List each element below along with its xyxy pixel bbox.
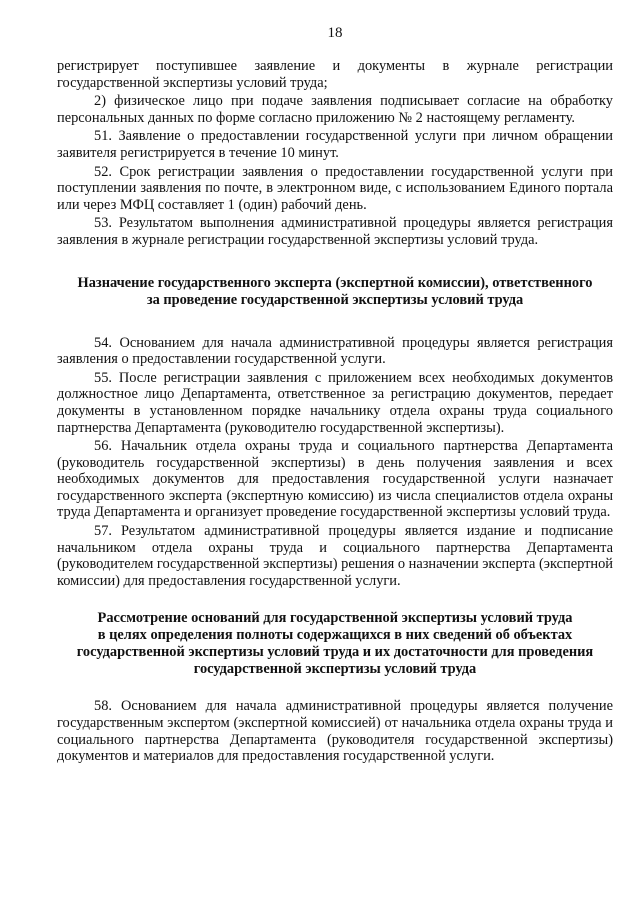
page-body <box>57 58 613 765</box>
paragraph-55: 55. После регистрации заявления с приложением всех необходимых документов должностное лицо Департамента, ответственное за регистрацию документов, передает документы в установленном порядке начальнику отдела охраны труда социального партнерства Департамента (руководителю государственной экспертизы). <box>57 369 613 436</box>
heading-line: государственной экспертизы условий труда <box>193 661 477 678</box>
heading-line: за проведение государственной экспертизы условий труда <box>146 291 524 308</box>
paragraph-53: 53. Результатом выполнения административной процедуры является регистрация заявления в журнале регистрации государственной экспертизы условий труда. <box>57 215 613 248</box>
section-heading-review-grounds <box>57 610 613 678</box>
paragraph-51: 51. Заявление о предоставлении государственной услуги при личном обращении заявителя регистрируется в течение 10 минут. <box>57 128 613 161</box>
heading-line: государственной экспертизы условий труда и их достаточности для проведения <box>76 644 594 661</box>
heading-line: Назначение государственного эксперта (экспертной комиссии), ответственного <box>77 274 593 291</box>
paragraph-continuation: регистрирует поступившее заявление и документы в журнале регистрации государственной экспертизы условий труда; <box>57 58 613 91</box>
section-heading-expert-appointment <box>57 275 613 309</box>
heading-line: в целях определения полноты содержащихся в них сведений об объектах <box>97 627 573 644</box>
paragraph-57: 57. Результатом административной процедуры является издание и подписание начальником отдела охраны труда и социального партнерства Департамента (руководителем государственной экспертизы) решения о назначении эксперта (экспертной комиссии) для предоставления государственной услуги. <box>57 523 613 589</box>
paragraph-item-2: 2) физическое лицо при подаче заявления подписывает согласие на обработку персональных данных по форме согласно приложению № 2 настоящему регламенту. <box>57 93 613 126</box>
paragraph-56: 56. Начальник отдела охраны труда и социального партнерства Департамента (руководитель государственной экспертизы) в день получения заявления и всех необходимых документов для предоставления государственной услуги назначает государственного эксперта (экспертную комиссию) из числа специалистов отдела охраны труда Департамента и организует проведение государственной экспертизы условий труда. <box>57 438 613 521</box>
paragraph-58: 58. Основанием для начала административной процедуры является получение государственным экспертом (экспертной комиссией) от начальника отдела охраны труда и социального партнерства Департамента (руководителя государственной экспертизы) документов и материалов для предоставления государственной услуги. <box>57 698 613 765</box>
paragraph-52: 52. Срок регистрации заявления о предоставлении государственной услуги при поступлении заявления по почте, в электронном виде, с использованием Единого портала или через МФЦ составляет 1 (один) рабочий день. <box>57 163 613 213</box>
page-number: 18 <box>327 25 343 41</box>
heading-line: Рассмотрение оснований для государственной экспертизы условий труда <box>97 610 573 627</box>
paragraph-54: 54. Основанием для начала административной процедуры является регистрация заявления о предоставлении государственной услуги. <box>57 334 613 368</box>
